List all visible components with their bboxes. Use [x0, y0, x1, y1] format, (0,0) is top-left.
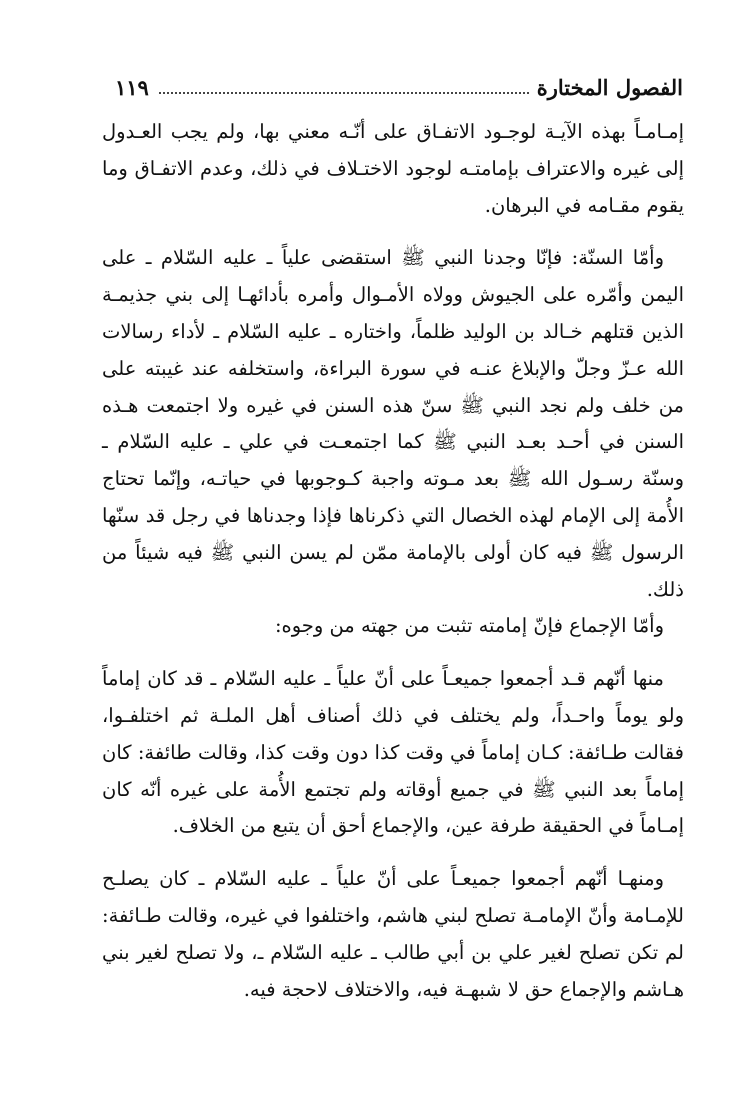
body-text: [102, 114, 684, 1008]
running-title: الفصول المختارة: [536, 75, 683, 100]
page-header: [115, 68, 683, 102]
paragraph: إمـامـاً بهذه الآيـة لوجـود الاتفـاق على أنّـه معني بها، ولم يجب العـدول إلى غيره والاعتراف بإمامتـه لوجود الاختـلاف في ذلك، وعدم الاتفـاق وما يقوم مقـامه في البرهان.: [102, 120, 684, 217]
paragraph: منها أنّهم قـد أجمعوا جميعـاً على أنّ علياً ـ عليه السّلام ـ قد كان إماماً ولو يوماً واحـداً، ولم يختلف في ذلك أصناف أهل الملـة ثم اختلفـوا، فقالت طـائفة: كـان إماماً في وقت كذا دون وقت كذا، وقالت طائفة: كان إماماً بعد النبي ﷺ في جميع أوقاته ولم تجتمع الأُمة على غيره أنّه كان إمـاماً في الحقيقة طرفة عين، والإجماع أحق أن يتبع من الخلاف.: [102, 667, 684, 838]
header-dot-leader: [159, 92, 529, 94]
paragraph: وأمّا الإجماع فإنّ إمامته تثبت من جهته من وجوه:: [274, 614, 664, 638]
page-number: ١١٩: [115, 75, 149, 100]
paragraph: وأمّا السنّة: فإنّا وجدنا النبي ﷺ استقضى علياً ـ عليه السّلام ـ على اليمن وأمّره على الجيوش وولاه الأمـوال وأمره بأدائهـا إلى بني جذيمـة الذين قتلهم خـالد بن الوليد ظلماً، واختاره ـ عليه السّلام ـ لأداء رسالات الله عـزّ وجلّ والإبلاغ عنـه في سورة البراءة، واستخلفه عند غيبته على من خلف ولم نجد النبي ﷺ سنّ هذه السنن في غيره ولا اجتمعت هـذه السنن في أحـد بعـد النبي ﷺ كما اجتمعـت في علي ـ عليه السّلام ـ وسنّة رسـول الله ﷺ بعد مـوته واجبة كـوجوبها في حياتـه، وإنّما تحتاج الأُمة إلى الإمام لهذه الخصال التي ذكرناها فإذا وجدناها في رجل قد سنّها الرسول ﷺ فيه كان أولى بالإمامة ممّن لم يسن النبي ﷺ فيه شيئاً من ذلك.: [102, 246, 684, 601]
paragraph: ومنهـا أنّهم أجمعوا جميعـاً على أنّ علياً ـ عليه السّلام ـ كان يصلـح للإمـامة وأنّ الإمامـة تصلح لبني هاشم، واختلفوا في غيره، وقالت طـائفة: لم تكن تصلح لغير علي بن أبي طالب ـ عليه السّلام ـ، ولا تصلح لغير بني هـاشم والإجماع حق لا شبهـة فيه، والاختلاف لاحجة فيه.: [102, 867, 684, 1001]
